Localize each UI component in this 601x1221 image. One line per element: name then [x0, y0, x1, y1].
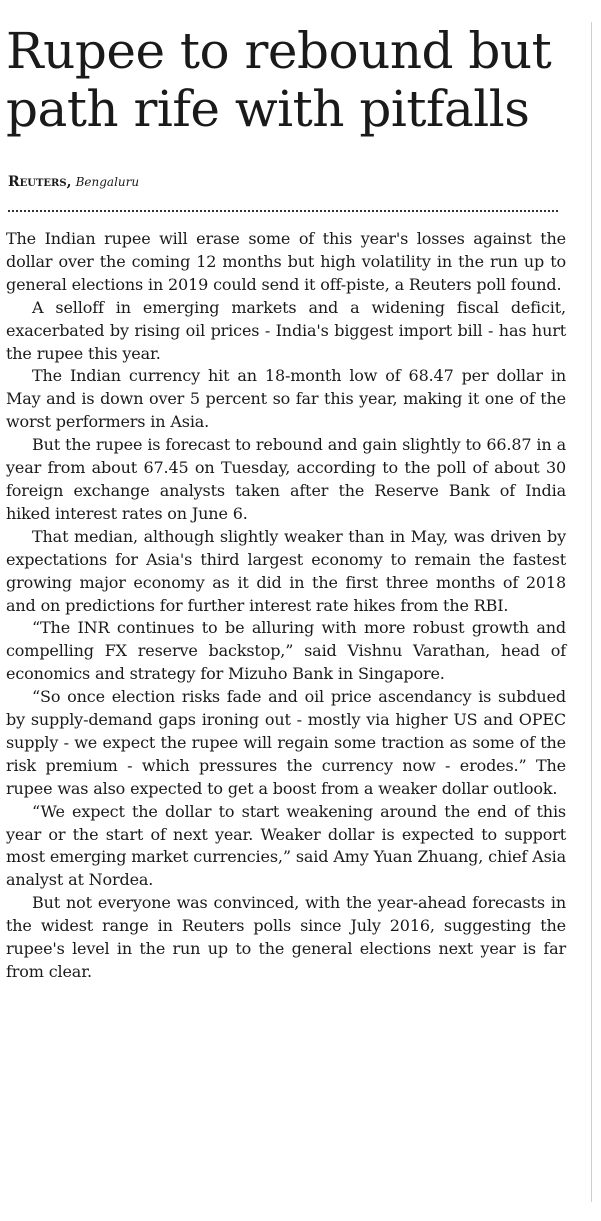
paragraph-4: But the rupee is forecast to rebound and gain slightly to 66.87 in a year from about 67.45 on Tuesday, according to the poll of about 30 foreign exchange analysts taken after the Reserve Bank of India hiked interest rates on June 6. [6, 435, 566, 523]
byline-agency: Reuters, [8, 174, 72, 190]
byline-location: Bengaluru [75, 175, 140, 189]
paragraph-6: “The INR continues to be alluring with more robust growth and compelling FX reserve backstop,” said Vishnu Varathan, head of economics and strategy for Mizuho Bank in Singapore. [6, 618, 566, 684]
paragraph-9: But not everyone was convinced, with the year-ahead forecasts in the widest range in Reuters polls since July 2016, suggesting the rupee's level in the run up to the general elections next year is far from clear. [6, 893, 566, 981]
dotted-divider [8, 210, 558, 212]
paragraph-2: A selloff in emerging markets and a widening fiscal deficit, exacerbated by rising oil prices - India's biggest import bill - has hurt the rupee this year. [6, 297, 566, 363]
article-body [6, 228, 566, 984]
column-divider [591, 22, 592, 1202]
paragraph-7: “So once election risks fade and oil price ascendancy is subdued by supply-demand gaps ironing out - mostly via higher US and OPEC supply - we expect the rupee will regain some traction as some of the risk premium - which pressures the currency now - erodes.” The rupee was also expected to get a boost from a weaker dollar outlook. [6, 687, 566, 798]
paragraph-8: “We expect the dollar to start weakening around the end of this year or the start of next year. Weaker dollar is expected to support most emerging market currencies,” said Amy Yuan Zhuang, chief Asia analyst at Nordea. [6, 801, 566, 890]
headline: Rupee to rebound but path rife with pitfalls [6, 22, 552, 138]
paragraph-1: The Indian rupee will erase some of this year's losses against the dollar over the coming 12 months but high volatility in the run up to general elections in 2019 could send it off-piste, a Reuters poll found. [6, 229, 566, 294]
byline [8, 173, 139, 192]
paragraph-5: That median, although slightly weaker than in May, was driven by expectations for Asia's third largest economy to remain the fastest growing major economy as it did in the first three months of 2018 and on predictions for further interest rate hikes from the RBI. [6, 526, 566, 615]
paragraph-3: The Indian currency hit an 18-month low of 68.47 per dollar in May and is down over 5 percent so far this year, making it one of the worst performers in Asia. [6, 366, 566, 432]
